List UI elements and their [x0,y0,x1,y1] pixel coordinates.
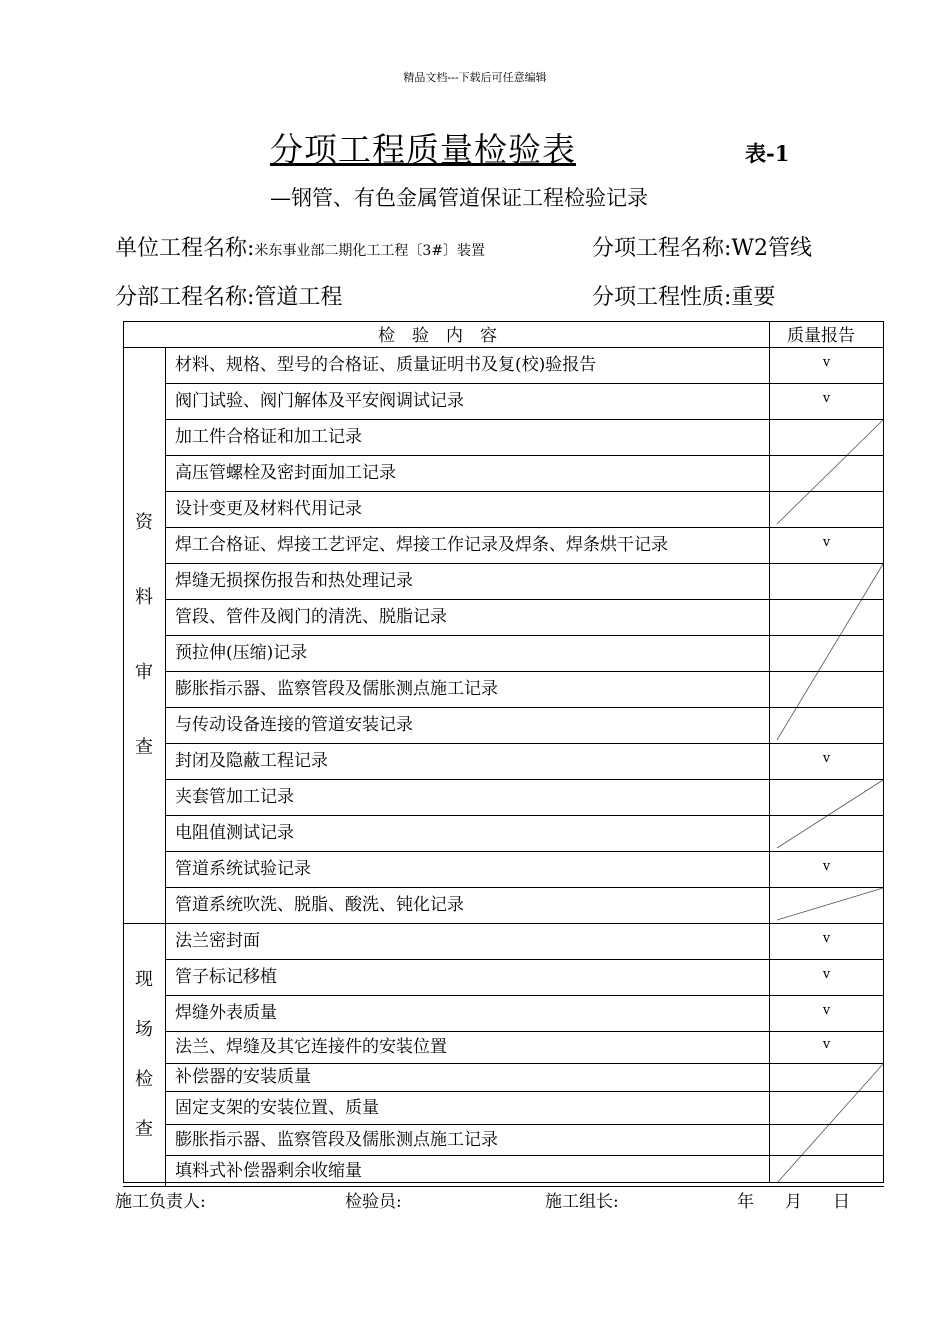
footer-inspector: 检验员: [345,1192,402,1212]
check-mark: v [822,859,831,874]
table-rule [165,1155,884,1156]
table-rule [165,995,884,996]
section-label-char: 审 [135,661,153,683]
table-rule [165,383,884,384]
table-rule [165,419,884,420]
inspection-row-text: 电阻值测试记录 [175,823,294,843]
table-rule [165,455,884,456]
item-nature-label: 分项工程性质: [592,285,732,310]
item-nature-field [592,284,775,312]
inspection-row-text: 焊缝无损探伤报告和热处理记录 [175,571,413,591]
watermark-text: 精品文档---下载后可任意编辑 [403,71,547,84]
inspection-row-text: 填料式补偿器剩余收缩量 [175,1160,362,1181]
inspection-row-text: 固定支架的安装位置、质量 [175,1097,379,1118]
table-rule [165,1031,884,1032]
check-mark: v [822,1003,831,1018]
header-content: 检 验 内 容 [378,326,497,346]
inspection-row-text: 管段、管件及阀门的清洗、脱脂记录 [175,607,447,627]
table-rule [165,1091,884,1092]
table-rule [165,671,884,672]
check-mark: v [822,1037,831,1052]
item-nature-value: 重要 [731,285,776,310]
section-label-char: 资 [135,511,153,533]
inspection-row-text: 焊缝外表质量 [175,1003,277,1023]
table-rule [165,743,884,744]
table-rule [165,635,884,636]
inspection-row-text: 与传动设备连接的管道安装记录 [175,715,413,735]
table-rule [165,527,884,528]
inspection-row-text: 膨胀指示器、监察管段及儒胀测点施工记录 [175,1129,498,1150]
division-label: 分部工程名称: [115,285,255,310]
check-mark: v [822,751,831,766]
footer-month: 月 [785,1192,802,1212]
footer-team-leader: 施工组长: [545,1192,619,1212]
section-label-char: 查 [135,1118,153,1140]
footer-constructor: 施工负责人: [115,1192,206,1212]
item-name-label: 分项工程名称: [592,236,732,261]
inspection-row-text: 夹套管加工记录 [175,787,294,807]
inspection-row-text: 管道系统吹洗、脱脂、酸洗、钝化记录 [175,895,464,915]
inspection-row-text: 管子标记移植 [175,967,277,987]
table-rule [883,321,884,1183]
page-title: 分项工程质量检验表 [270,130,576,169]
section-label-char: 检 [135,1068,153,1090]
unit-project-field [115,235,485,265]
inspection-row-text: 管道系统试验记录 [175,859,311,879]
table-rule [165,851,884,852]
section-label-char: 场 [135,1018,153,1040]
table-number: 表-1 [745,141,790,166]
check-mark: v [822,355,831,370]
check-mark: v [822,535,831,550]
unit-project-label: 单位工程名称: [115,236,255,261]
footer-day: 日 [833,1192,850,1212]
table-rule [165,815,884,816]
inspection-row-text: 封闭及隐蔽工程记录 [175,751,328,771]
table-rule [123,321,124,1183]
inspection-row-text: 加工件合格证和加工记录 [175,427,362,447]
item-name-value: W2管线 [731,236,813,261]
inspection-row-text: 高压管螺栓及密封面加工记录 [175,463,396,483]
inspection-row-text: 预拉伸(压缩)记录 [175,643,308,663]
table-rule [165,1124,884,1125]
check-mark: v [822,967,831,982]
header-report: 质量报告 [787,326,855,346]
table-rule [165,779,884,780]
section-label-char: 现 [135,968,153,990]
table-rule [123,923,884,924]
inspection-table [123,321,884,1183]
inspection-row-text: 补偿器的安装质量 [175,1067,311,1087]
table-rule [165,563,884,564]
inspection-row-text: 材料、规格、型号的合格证、质量证明书及复(校)验报告 [175,355,597,375]
footer-year: 年 [737,1192,754,1212]
inspection-row-text: 焊工合格证、焊接工艺评定、焊接工作记录及焊条、焊条烘干记录 [175,535,668,555]
page-subtitle: —钢管、有色金属管道保证工程检验记录 [270,186,648,210]
check-mark: v [822,931,831,946]
table-rule [165,887,884,888]
signature-footer [0,1187,950,1215]
table-rule [165,707,884,708]
inspection-row-text: 设计变更及材料代用记录 [175,499,362,519]
table-rule [165,959,884,960]
table-rule [165,1063,884,1064]
table-rule [165,599,884,600]
section-label-char: 查 [135,736,153,758]
inspection-row-text: 阀门试验、阀门解体及平安阀调试记录 [175,391,464,411]
section-label-char: 料 [135,586,153,608]
division-value: 管道工程 [254,285,343,310]
diagonal-strike [777,564,883,740]
diagonal-strike [777,888,883,920]
unit-project-value: 米东事业部二期化工工程〔3#〕装置 [254,243,486,259]
table-rule [165,491,884,492]
diagonal-strike [777,420,883,524]
check-mark: v [822,391,831,406]
division-field [115,284,342,312]
table-rule [769,321,770,1183]
inspection-row-text: 膨胀指示器、监察管段及儒胀测点施工记录 [175,679,498,699]
table-rule [165,347,166,923]
table-rule [165,923,166,1186]
diagonal-strike [777,780,883,848]
inspection-row-text: 法兰、焊缝及其它连接件的安装位置 [175,1037,447,1057]
inspection-row-text: 法兰密封面 [175,931,260,951]
item-name-field [592,235,812,263]
